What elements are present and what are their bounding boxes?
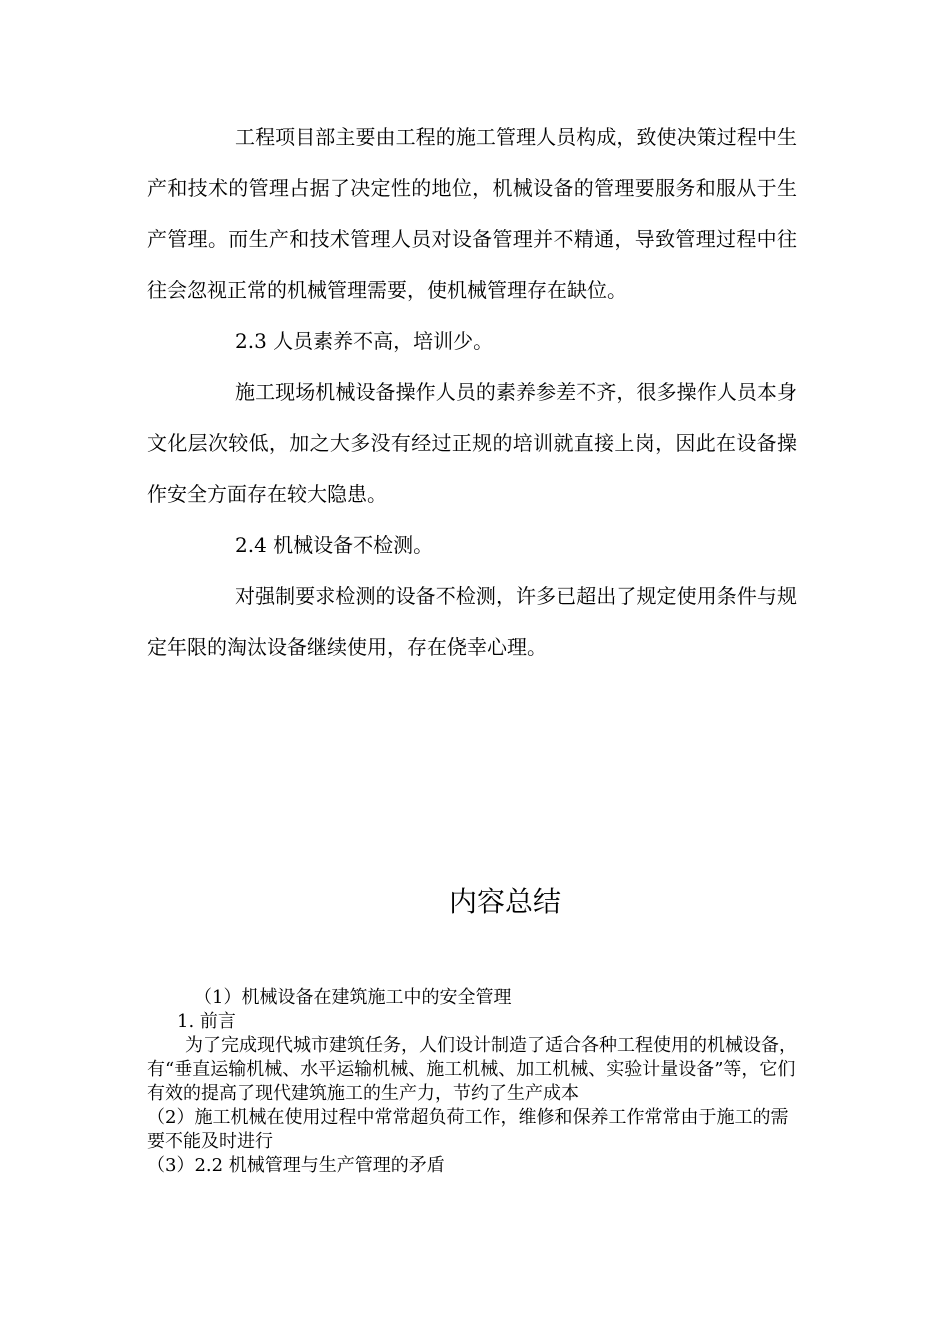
section-heading-2-3: 2.3 人员素养不高，培训少。 bbox=[235, 329, 494, 353]
section-heading-2-4: 2.4 机械设备不检测。 bbox=[235, 533, 434, 557]
summary-preface-paragraph: 为了完成现代城市建筑任务，人们设计制造了适合各种工程使用的机械设备，有“垂直运输机械、水平运输机械、施工机械、加工机械、实验计量设备”等，它们有效的提高了现代建筑施工的生产力，节约了生产成本 bbox=[147, 1035, 797, 1104]
summary-item-1: （1）机械设备在建筑施工中的安全管理 bbox=[194, 987, 512, 1008]
summary-content bbox=[147, 986, 799, 1178]
paragraph-management-structure: 工程项目部主要由工程的施工管理人员构成，致使决策过程中生产和技术的管理占据了决定性的地位，机械设备的管理要服务和服从于生产管理。而生产和技术管理人员对设备管理并不精通，导致管理过程中往往会忽视正常的机械管理需要，使机械管理存在缺位。 bbox=[147, 125, 797, 302]
summary-item-3: （3）2.2 机械管理与生产管理的矛盾 bbox=[147, 1155, 445, 1176]
summary-preface-heading: 1. 前言 bbox=[177, 1011, 236, 1032]
paragraph-operator-quality: 施工现场机械设备操作人员的素养参差不齐，很多操作人员本身文化层次较低，加之大多没有经过正规的培训就直接上岗，因此在设备操作安全方面存在较大隐患。 bbox=[147, 380, 797, 506]
summary-item-2: （2）施工机械在使用过程中常常超负荷工作，维修和保养工作常常由于施工的需要不能及时进行 bbox=[147, 1107, 789, 1152]
paragraph-no-inspection: 对强制要求检测的设备不检测，许多已超出了规定使用条件与规定年限的淘汰设备继续使用，存在侥幸心理。 bbox=[147, 584, 797, 659]
body-text bbox=[147, 112, 797, 673]
summary-title: 内容总结 bbox=[448, 885, 561, 918]
